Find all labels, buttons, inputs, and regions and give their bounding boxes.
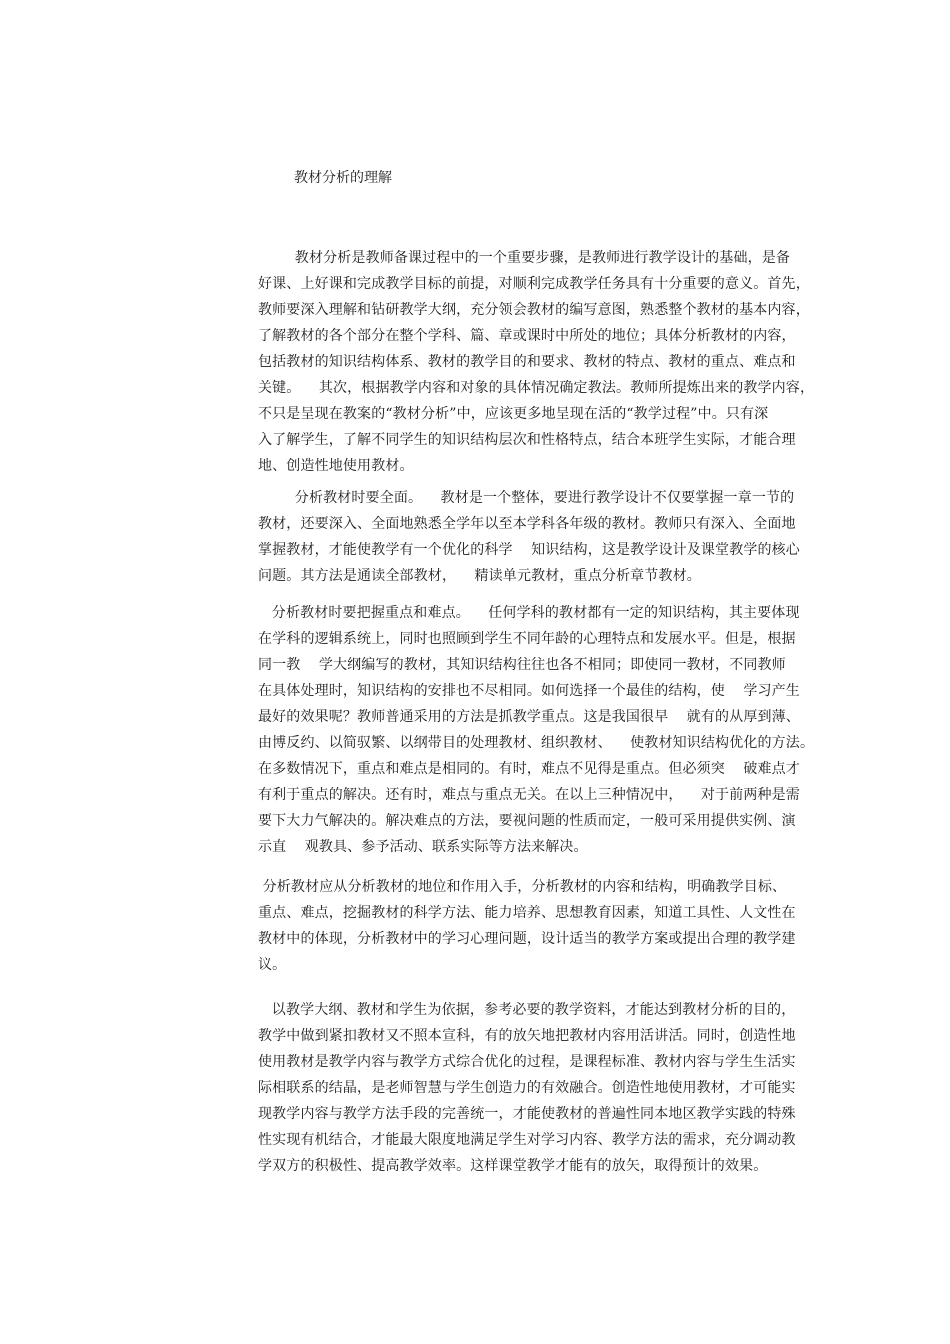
paragraph-line: 示直 观教具、参予活动、联系实际等方法来解决。 [258, 839, 588, 855]
paragraph-line: 现教学内容与教学方法手段的完善统一，才能使教材的普遍性同本地区教学实践的特殊 [258, 1106, 796, 1122]
paragraph-line: 在多数情况下，重点和难点是相同的。有时，难点不见得是重点。但必须突 破难点才 [258, 761, 800, 777]
paragraph-line: 重点、难点，挖掘教材的科学方法、能力培养、思想教育因素，知道工具性、人文性在 [258, 905, 796, 921]
paragraph-line: 教材中的体现，分析教材中的学习心理问题，设计适当的教学方案或提出合理的教学建 [258, 931, 796, 947]
document-title: 教材分析的理解 [294, 170, 392, 186]
paragraph-line: 不只是呈现在教案的“教材分析”中，应该更多地呈现在活的“教学过程”中。只有深 [258, 406, 769, 422]
paragraph-line: 由博反约、以简驭繁、以纲带目的处理教材、组织教材、 使教材知识结构优化的方法。 [258, 735, 815, 751]
paragraph-line: 入了解学生，了解不同学生的知识结构层次和性格特点，结合本班学生实际，才能合理 [258, 432, 796, 448]
paragraph-line: 使用教材是教学内容与教学方式综合优化的过程，是课程标准、教材内容与学生生活实 [258, 1054, 796, 1070]
paragraph-line: 好课、上好课和完成教学目标的前提，对顺利完成教学任务具有十分重要的意义。首先， [258, 276, 810, 292]
paragraph-line: 分析教材时要把握重点和难点。 任何学科的教材都有一定的知识结构，其主要体现 [258, 605, 800, 621]
paragraph-line: 分析教材应从分析教材的地位和作用入手，分析教材的内容和结构，明确教学目标、 [258, 879, 787, 895]
paragraph-line: 际相联系的结晶，是老师智慧与学生创造力的有效融合。创造性地使用教材，才可能实 [258, 1080, 796, 1096]
paragraph-line: 在学科的逻辑系统上，同时也照顾到学生不同年龄的心理特点和发展水平。但是，根据 [258, 631, 796, 647]
paragraph-line: 要下大力气解决的。解决难点的方法，要视问题的性质而定，一般可采用提供实例、演 [258, 813, 796, 829]
paragraph-1 [258, 245, 818, 479]
paragraph-line: 在具体处理时，知识结构的安排也不尽相同。如何选择一个最佳的结构，使 学习产生 [258, 683, 800, 699]
paragraph-line: 教材，还要深入、全面地熟悉全学年以至本学科各年级的教材。教师只有深入、全面地 [258, 516, 796, 532]
paragraph-line: 同一教 学大纲编写的教材，其知识结构往往也各不相同；即使同一教材，不同教师 [258, 657, 786, 673]
paragraph-line: 地、创造性地使用教材。 [258, 458, 414, 474]
paragraph-line: 分析教材时要全面。 教材是一个整体，要进行教学设计不仅要掌握一章一节的 [258, 490, 795, 506]
paragraph-line: 问题。其方法是通读全部教材， 精读单元教材，重点分析章节教材。 [258, 568, 701, 584]
paragraph-line: 最好的效果呢？教师普通采用的方法是抓教学重点。这是我国很早 就有的从厚到薄、 [258, 709, 800, 725]
paragraph-4 [258, 874, 818, 978]
paragraph-line: 有利于重点的解决。还有时，难点与重点无关。在以上三种情况中， 对于前两种是需 [258, 787, 800, 803]
paragraph-2 [258, 485, 818, 589]
paragraph-line: 掌握教材，才能使教学有一个优化的科学 知识结构，这是教学设计及课堂教学的核心 [258, 542, 800, 558]
paragraph-line: 教材分析是教师备课过程中的一个重要步骤，是教师进行教学设计的基础，是备 [258, 250, 791, 266]
paragraph-line: 议。 [258, 957, 287, 973]
paragraph-line: 教师要深入理解和钻研教学大纲，充分领会教材的编写意图，熟悉整个教材的基本内容， [258, 302, 810, 318]
paragraph-5 [258, 997, 818, 1179]
paragraph-line: 了解教材的各个部分在整个学科、篇、章或课时中所处的地位；具体分析教材的内容， [258, 328, 796, 344]
paragraph-line: 关键。 其次，根据教学内容和对象的具体情况确定教法。教师所提炼出来的教学内容， [258, 380, 815, 396]
paragraph-line: 学双方的积极性、提高教学效率。这样课堂教学才能有的放矢，取得预计的效果。 [258, 1158, 768, 1174]
paragraph-line: 教学中做到紧扣教材又不照本宣科，有的放矢地把教材内容用活讲活。同时，创造性地 [258, 1028, 796, 1044]
paragraph-line: 以教学大纲、教材和学生为依据，参考必要的教学资料，才能达到教材分析的目的， [258, 1002, 796, 1018]
paragraph-line: 性实现有机结合，才能最大限度地满足学生对学习内容、教学方法的需求，充分调动教 [258, 1132, 796, 1148]
paragraph-3 [258, 600, 818, 860]
paragraph-line: 包括教材的知识结构体系、教材的教学目的和要求、教材的特点、教材的重点、难点和 [258, 354, 796, 370]
